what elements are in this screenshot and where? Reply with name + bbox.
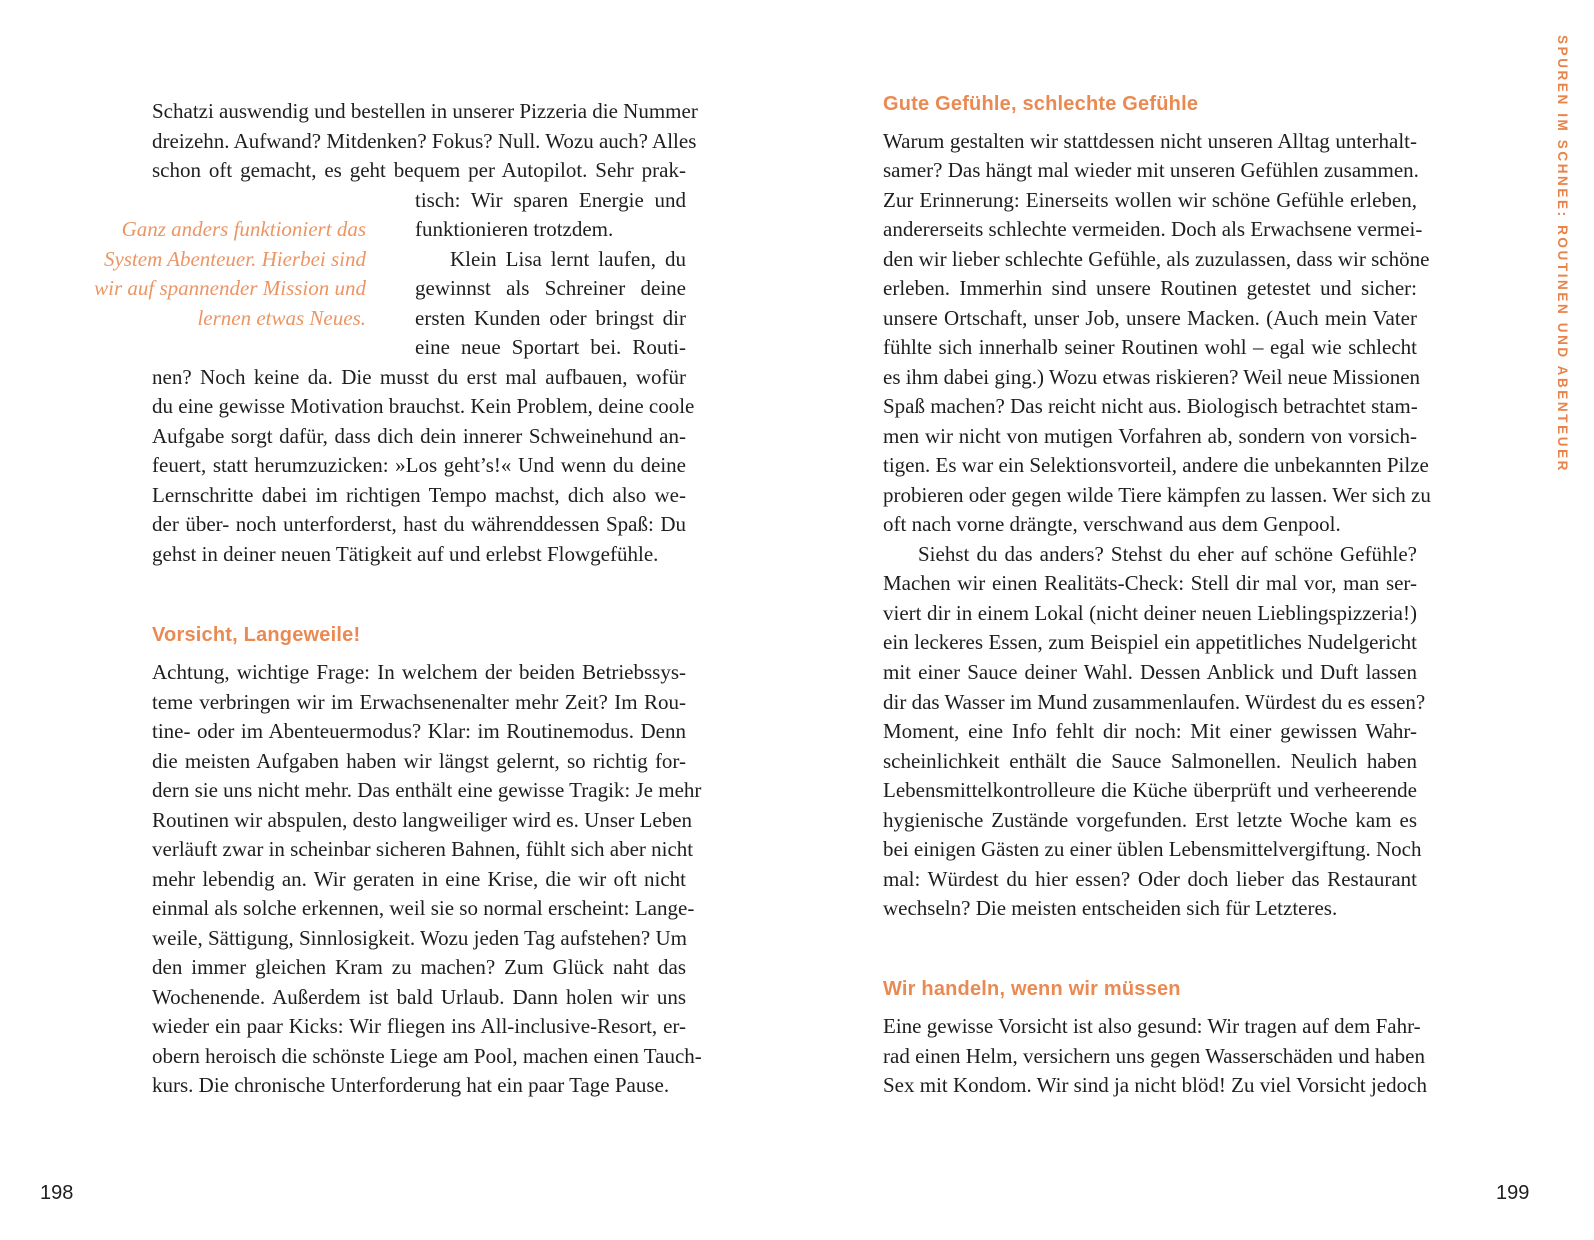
text-line: andererseits schlechte vermeiden. Doch als Erwachsene vermei- — [883, 217, 1423, 241]
text-line: mit einer Sauce deiner Wahl. Dessen Anblick und Duft lassen — [883, 660, 1417, 684]
text-line: ein leckeres Essen, zum Beispiel ein appetitliches Nudelgericht — [883, 630, 1417, 654]
text-line: gehst in deiner neuen Tätigkeit auf und erlebst Flowgefühle. — [152, 542, 659, 566]
text-line: Sex mit Kondom. Wir sind ja nicht blöd! Zu viel Vorsicht jedoch — [883, 1073, 1427, 1097]
running-head: SPUREN IM SCHNEE: ROUTINEN UND ABENTEUER — [1555, 35, 1570, 474]
text-line: Eine gewisse Vorsicht ist also gesund: Wir tragen auf dem Fahr- — [883, 1014, 1421, 1038]
text-line: Achtung, wichtige Frage: In welchem der beiden Betriebssys- — [152, 660, 686, 684]
text-line: Machen wir einen Realitäts-Check: Stell dir mal vor, man ser- — [883, 571, 1417, 595]
text-line: ersten Kunden oder bringst dir — [415, 306, 686, 330]
text-line: oft nach vorne drängte, verschwand aus dem Genpool. — [883, 512, 1341, 536]
text-line: Siehst du das anders? Stehst du eher auf schöne Gefühle? — [918, 542, 1417, 566]
text-line: eine neue Sportart bei. Routi- — [415, 335, 686, 359]
text-line: obern heroisch die schönste Liege am Pool, machen einen Tauch- — [152, 1044, 702, 1068]
text-line: men wir nicht von mutigen Vorfahren ab, sondern von vorsich- — [883, 424, 1417, 448]
text-line: den wir lieber schlechte Gefühle, als zuzulassen, dass wir schöne — [883, 247, 1430, 271]
text-line: tigen. Es war ein Selektionsvorteil, andere die unbekannten Pilze — [883, 453, 1429, 477]
pull-quote-line: wir auf spannender Mission und — [94, 276, 366, 300]
text-line: viert dir in einem Lokal (nicht deiner neuen Lieblingspizzeria!) — [883, 601, 1417, 625]
text-line: einmal als solche erkennen, weil sie so normal erscheint: Lange- — [152, 896, 695, 920]
text-line: weile, Sättigung, Sinnlosigkeit. Wozu jeden Tag aufstehen? Um — [152, 926, 687, 950]
text-line: funktionieren trotzdem. — [415, 217, 614, 241]
text-line: erleben. Immerhin sind unsere Routinen getestet und sicher: — [883, 276, 1417, 300]
text-line: nen? Noch keine da. Die musst du erst mal aufbauen, wofür — [152, 365, 686, 389]
text-line: die meisten Aufgaben haben wir längst gelernt, so richtig for- — [152, 749, 686, 773]
text-line: Lebensmittelkontrolleure die Küche überprüft und verheerende — [883, 778, 1417, 802]
text-line: wieder ein paar Kicks: Wir fliegen ins All-inclusive-Resort, er- — [152, 1014, 686, 1038]
text-line: Lernschritte dabei im richtigen Tempo machst, dich also we- — [152, 483, 686, 507]
text-line: teme verbringen wir im Erwachsenenalter mehr Zeit? Im Rou- — [152, 690, 686, 714]
text-line: scheinlichkeit enthält die Sauce Salmonellen. Neulich haben — [883, 749, 1417, 773]
text-line: Spaß machen? Das reicht nicht aus. Biologisch betrachtet stam- — [883, 394, 1418, 418]
pull-quote-line: lernen etwas Neues. — [197, 306, 366, 330]
text-line: den immer gleichen Kram zu machen? Zum Glück naht das — [152, 955, 686, 979]
text-line: samer? Das hängt mal wieder mit unseren Gefühlen zusammen. — [883, 158, 1419, 182]
text-line: dern sie uns nicht mehr. Das enthält eine gewisse Tragik: Je mehr — [152, 778, 702, 802]
text-line: Zur Erinnerung: Einerseits wollen wir schöne Gefühle erleben, — [883, 188, 1417, 212]
text-line: probieren oder gegen wilde Tiere kämpfen zu lassen. Wer sich zu — [883, 483, 1431, 507]
section-heading: Gute Gefühle, schlechte Gefühle — [883, 93, 1199, 115]
section-heading: Vorsicht, Langeweile! — [152, 624, 361, 646]
text-line: gewinnst als Schreiner deine — [415, 276, 686, 300]
text-line: kurs. Die chronische Unterforderung hat ein paar Tage Pause. — [152, 1073, 670, 1097]
page-number: 198 — [40, 1182, 74, 1204]
text-line: wechseln? Die meisten entscheiden sich für Letzteres. — [883, 896, 1338, 920]
text-line: tine- oder im Abenteuermodus? Klar: im Routinemodus. Denn — [152, 719, 686, 743]
text-line: Moment, eine Info fehlt dir noch: Mit einer gewissen Wahr- — [883, 719, 1417, 743]
text-line: hygienische Zustände vorgefunden. Erst letzte Woche kam es — [883, 808, 1417, 832]
pull-quote-line: System Abenteuer. Hierbei sind — [103, 247, 366, 271]
text-line: feuert, statt herumzuzicken: »Los geht’s!« Und wenn du deine — [152, 453, 686, 477]
text-line: mal: Würdest du hier essen? Oder doch lieber das Restaurant — [883, 867, 1417, 891]
text-line: fühlte sich innerhalb seiner Routinen wohl – egal wie schlecht — [883, 335, 1417, 359]
text-line: verläuft zwar in scheinbar sicheren Bahnen, fühlt sich aber nicht — [152, 837, 694, 861]
text-line: es ihm dabei ging.) Wozu etwas riskieren? Weil neue Missionen — [883, 365, 1421, 389]
text-line: dreizehn. Aufwand? Mitdenken? Fokus? Null. Wozu auch? Alles — [152, 129, 697, 153]
pull-quote-line: Ganz anders funktioniert das — [121, 217, 366, 241]
text-line: tisch: Wir sparen Energie und — [415, 188, 686, 212]
section-heading: Wir handeln, wenn wir müssen — [883, 978, 1181, 1000]
text-line: Klein Lisa lernt laufen, du — [450, 247, 686, 271]
text-line: mehr lebendig an. Wir geraten in eine Krise, die wir oft nicht — [152, 867, 686, 891]
text-line: Routinen wir abspulen, desto langweiliger wird es. Unser Leben — [152, 808, 693, 832]
text-line: du eine gewisse Motivation brauchst. Kein Problem, deine coole — [152, 394, 695, 418]
page-number: 199 — [1496, 1182, 1530, 1204]
text-line: Wochenende. Außerdem ist bald Urlaub. Dann holen wir uns — [152, 985, 686, 1009]
text-line: unsere Ortschaft, unser Job, unsere Macken. (Auch mein Vater — [883, 306, 1417, 330]
text-line: Aufgabe sorgt dafür, dass dich dein innerer Schweinehund an- — [152, 424, 686, 448]
text-line: der über- noch unterforderst, hast du währenddessen Spaß: Du — [152, 512, 686, 536]
text-line: rad einen Helm, versichern uns gegen Wasserschäden und haben — [883, 1044, 1425, 1068]
text-line: dir das Wasser im Mund zusammenlaufen. Würdest du es essen? — [883, 690, 1426, 714]
text-line: Schatzi auswendig und bestellen in unserer Pizzeria die Nummer — [152, 99, 698, 123]
text-line: schon oft gemacht, es geht bequem per Autopilot. Sehr prak- — [152, 158, 686, 182]
text-line: bei einigen Gästen zu einer üblen Lebensmittelvergiftung. Noch — [883, 837, 1422, 861]
text-line: Warum gestalten wir stattdessen nicht unseren Alltag unterhalt- — [883, 129, 1417, 153]
